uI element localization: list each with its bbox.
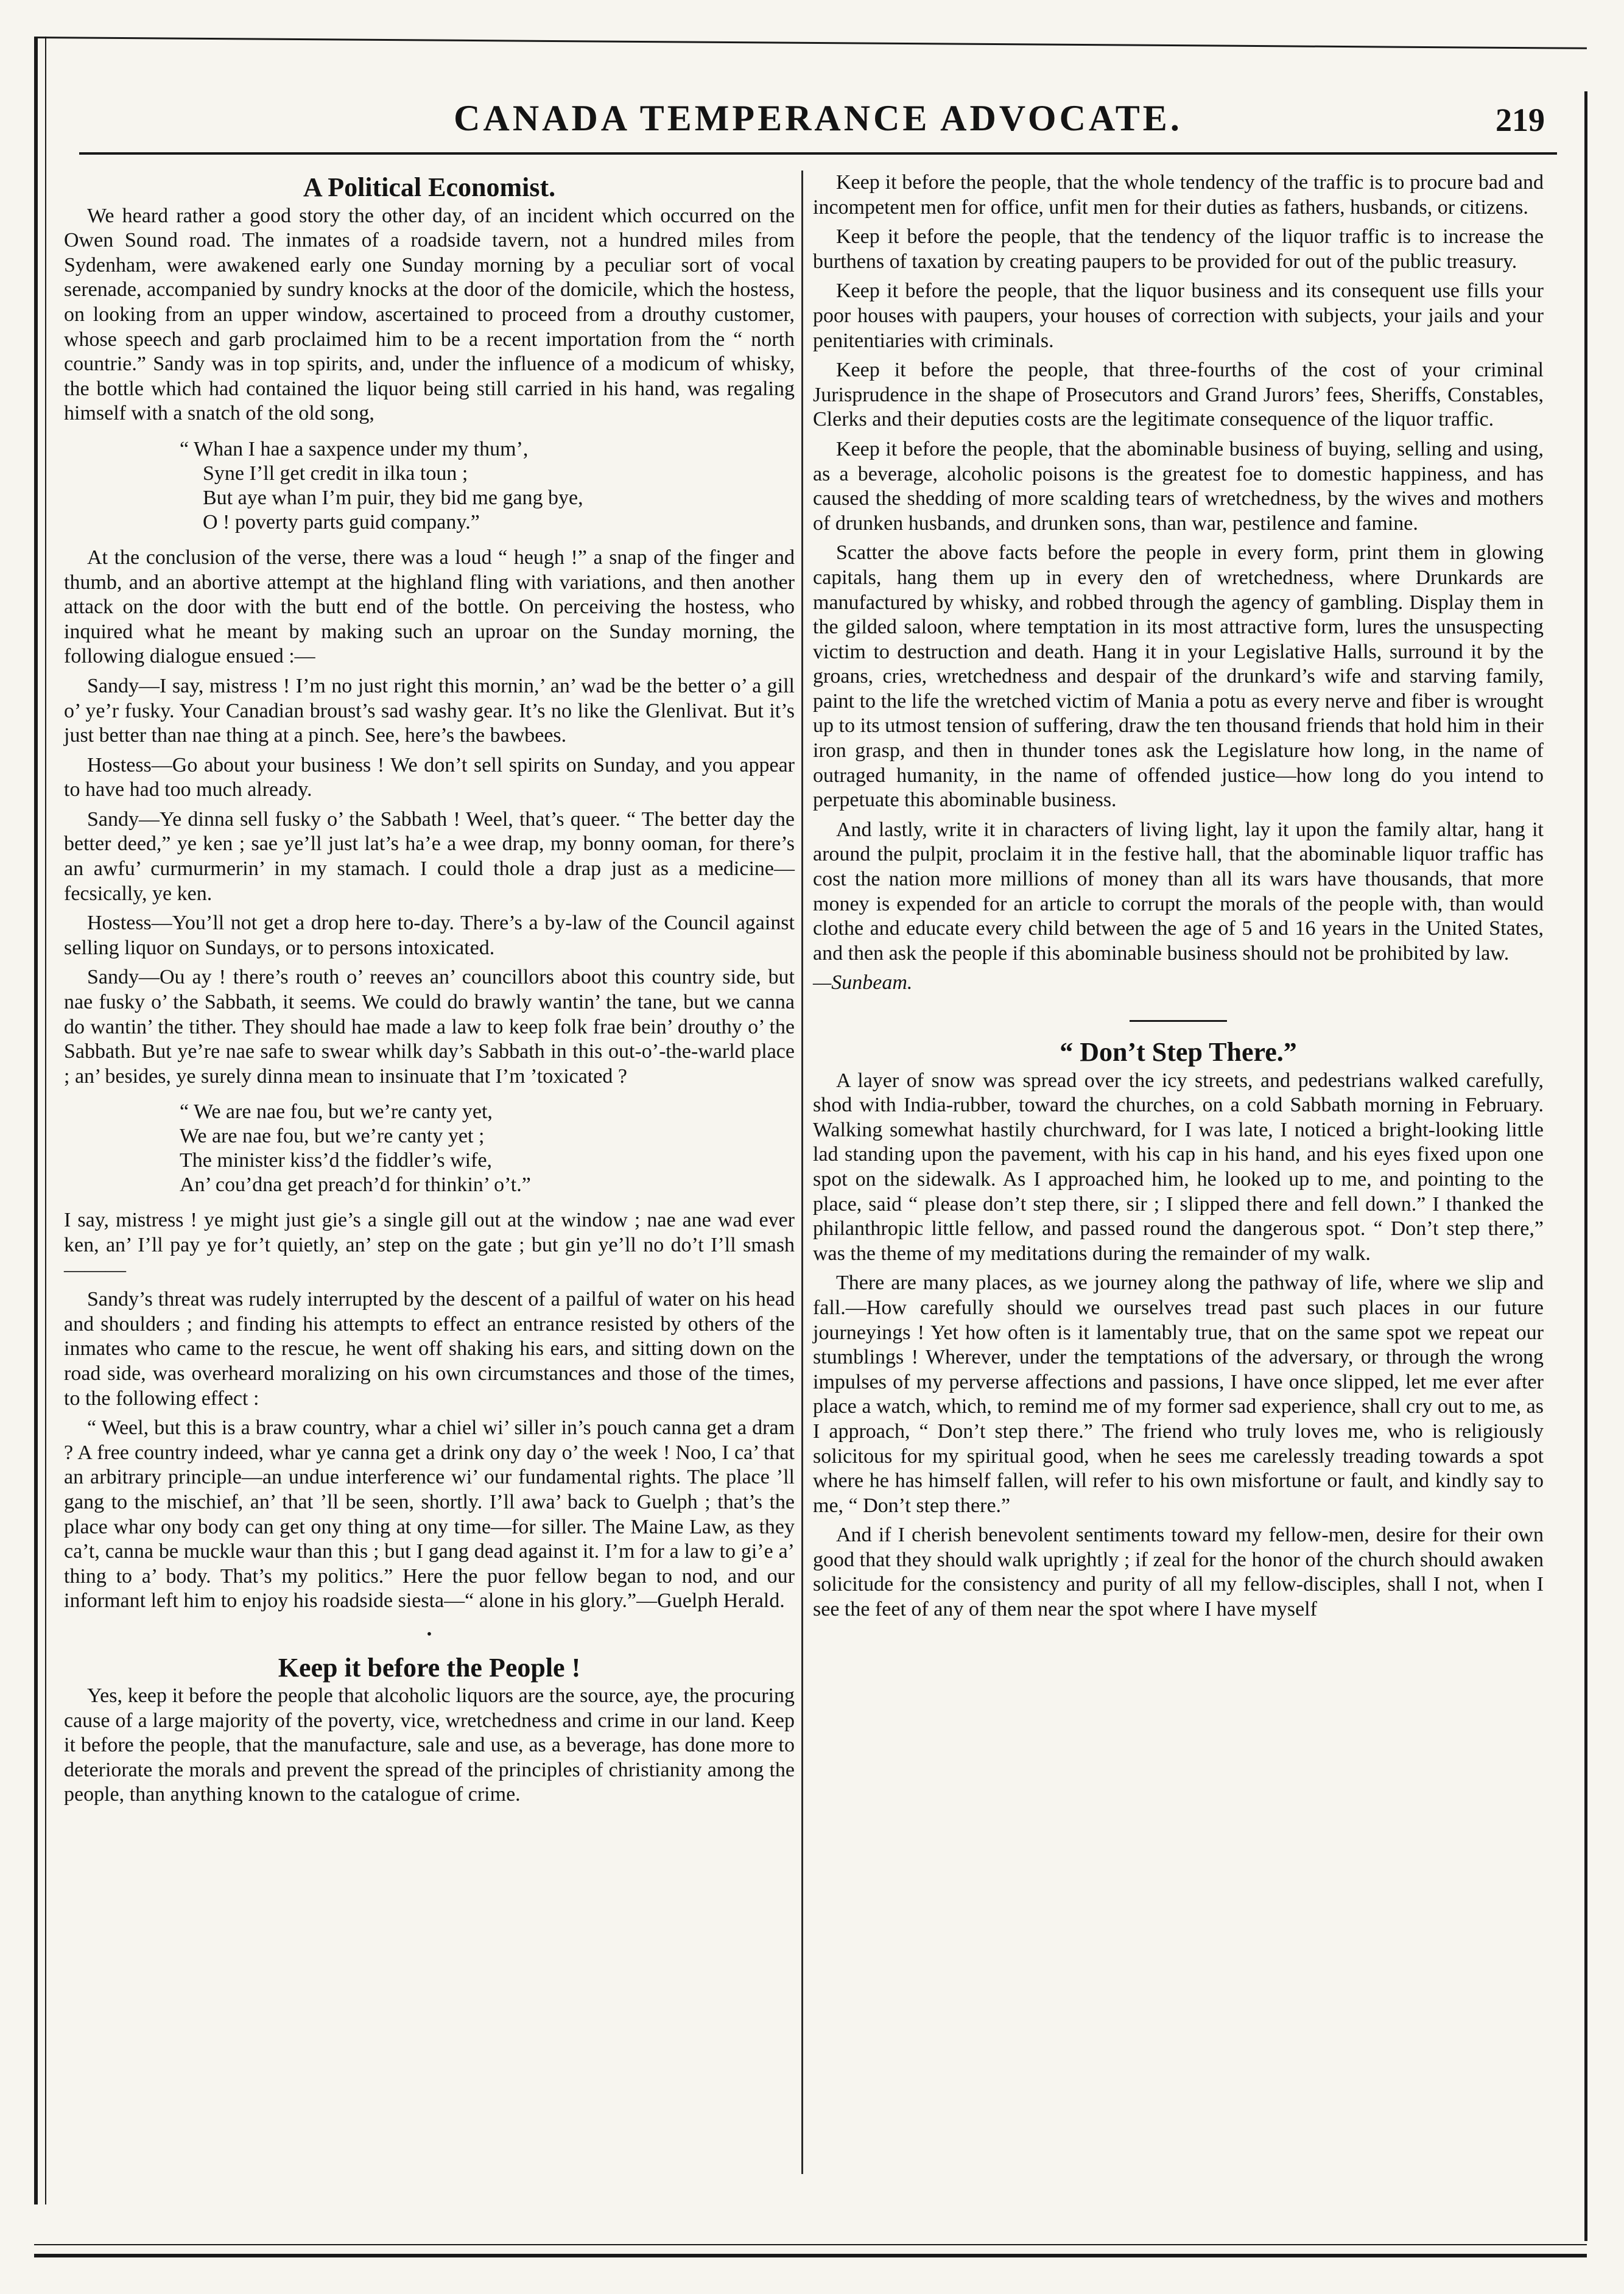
article-paragraph: Keep it before the people, that the tendency of the liquor traffic is to increase the burthens of taxation by creating paupers to be provided for out of the public treasury. <box>813 225 1544 273</box>
dialogue-paragraph: I say, mistress ! ye might just gie’s a single gill out at the window ; nae ane wad ever ken, an’ I’ll pay ye for’t quietly, an’ step on the gate ; but gin ye’ll no do’t I’ll smash——— <box>64 1209 795 1281</box>
article-title-keep-it-before-the-people: Keep it before the People ! <box>278 1652 581 1683</box>
publication-title: CANADA TEMPERANCE ADVOCATE. <box>454 98 1183 138</box>
article-signature: —Sunbeam. <box>813 971 913 994</box>
article-title-political-economist: A Political Economist. <box>303 172 556 202</box>
article-paragraph: There are many places, as we journey along the pathway of life, where we slip and fall.—How carefully should we ourselves tread past such places in our future journeyings ! Yet how often is it lamentably true, that on the same spot we repeat our stumblings ! Wherever, under the temptations of the adversary, or through the wrong impulses of my perverse affections and passions, I have once slipped, let me ever after place a watch, which, to remind me of my former sad experience, shall cry out to me, as I approach, “ Don’t step there.” The friend who truly loves me, who is religiously solicitous for my spiritual good, when he sees me carelessly treading towards a spot where he has himself fallen, will refer to his own misfortune or fault, and kindly say to me, “ Don’t step there.” <box>813 1272 1544 1517</box>
article-paragraph: At the conclusion of the verse, there was a loud “ heugh !” a snap of the finger and thumb, and an abortive attempt at the highland fling with variations, and then another attack on the door with the butt end of the bottle. On perceiving the hostess, who inquired what he meant by making such an uproar on the Sunday morning, the following dialogue ensued :— <box>64 546 795 668</box>
verse-line: Syne I’ll get credit in ilka toun ; <box>203 462 468 485</box>
verse-line: O ! poverty parts guid company.” <box>203 510 480 533</box>
column-divider <box>801 171 803 2174</box>
page-border-top <box>34 37 1587 49</box>
section-bullet: • <box>426 1626 432 1642</box>
article-paragraph: And if I cherish benevolent sentiments toward my fellow-men, desire for their own good that they should walk uprightly ; if zeal for the honor of the church should awaken solicitude for the consistency and purity of all my fellow-disciples, shall I not, when I see the feet of any of them near the spot where I have myself <box>813 1524 1544 1621</box>
article-paragraph: Keep it before the people, that the whole tendency of the traffic is to procure bad and incompetent men for office, unfit men for their duties as fathers, husbands, or citizens. <box>813 171 1544 219</box>
verse-line: “ Whan I hae a saxpence under my thum’, <box>180 437 529 460</box>
article-paragraph: And lastly, write it in characters of living light, lay it upon the family altar, hang it around the pulpit, proclaim it in the festive hall, that the abominable liquor traffic has cost the nation more millions of money than all its wars have thousands, that more money is expended for an article to corrupt the morals of the people with, than would clothe and educate every child between the age of 5 and 16 years in the United States, and then ask the people if this abominable business should not be prohibited by law. <box>813 818 1544 965</box>
dialogue-paragraph: Sandy—I say, mistress ! I’m no just right this mornin,’ an’ wad be the better o’ a gill o’ ye’r fusky. Your Canadian broust’s sad washy gear. It’s no like the Glenlivat. But it’s just better than nae thing at a pinch. See, here’s the bawbees. <box>64 674 795 747</box>
section-divider-rule <box>1130 1020 1227 1022</box>
left-column <box>64 171 795 1812</box>
page-header <box>79 97 1557 155</box>
article-paragraph: Keep it before the people, that three-fourths of the cost of your criminal Jurisprudence in the shape of Prosecutors and Grand Jurors’ fees, Sheriffs, Constables, Clerks and their deputies costs are the legitimate consequence of the liquor traffic. <box>813 359 1544 431</box>
article-paragraph: A layer of snow was spread over the icy streets, and pedestrians walked carefully, shod with India-rubber, toward the churches, on a cold Sabbath morning in February. Walking somewhat hastily churchward, for I was late, I noticed a bright-looking little lad standing upon the pavement, with his cap in his hand, and his eyes fixed upon one spot on the sidewalk. As I approached him, he looked up to me, and pointing to the place, said “ please don’t step there, sir ; I slipped there and fell down.” I thanked the philanthropic little fellow, and passed round the dangerous spot. “ Don’t step there,” was the theme of my meditations during the remainder of my walk. <box>813 1069 1544 1265</box>
dialogue-paragraph: Hostess—You’ll not get a drop here to-day. There’s a by-law of the Council against selling liquor on Sundays, or to persons intoxicated. <box>64 912 795 959</box>
article-paragraph: Scatter the above facts before the people in every form, print them in glowing capitals, hang them up in every den of wretchedness, where Drunkards are manufactured by whisky, and robbed through the agency of gambling. Display them in the gilded saloon, where temptation in its most attractive form, lures the unsuspecting victim to destruction and death. Hang it in your Legislative Halls, surround it by the groans, cries, wretchedness and despair of the drunkard’s wife and starving family, paint to the life the wretched victim of Mania a potu as every nerve and fiber is wrought up to its utmost tension of suffering, draw the ten thousand friends that hold him in their iron grasp, and then in thunder tones ask the Legislature how long, in the name of outraged humanity, in the name of offended justice—how long do you intend to perpetuate this abominable business. <box>813 541 1544 812</box>
article-paragraph: We heard rather a good story the other day, of an incident which occurred on the Owen Sound road. The inmates of a roadside tavern, not a hundred miles from Sydenham, were awakened early one Sunday morning by a peculiar sort of vocal serenade, accompanied by sundry knocks at the door of the domicile, which the hostess, on looking from an upper window, ascertained to proceed from a drouthy customer, whose speech and garb proclaimed him to be a recent importation from the “ north countrie.” Sandy was in top spirits, and, under the influence of a modicum of whisky, the bottle which had contained the liquor being still carried in his hand, was regaling himself with a snatch of the old song, <box>64 204 795 425</box>
page-border-left-inner <box>45 37 46 2204</box>
dialogue-paragraph: Sandy—Ye dinna sell fusky o’ the Sabbath ! Weel, that’s queer. “ The better day the better deed,” ye ken ; sae ye’ll just lat’s ha’e a wee drap, my bonny ooman, for there’s an awfu’ curmurmerin’ in my stamach. I could thole a drap just as a medicine—fecsically, ye ken. <box>64 807 795 905</box>
page-border-bottom-inner <box>34 2244 1587 2245</box>
article-title-dont-step-there: “ Don’t Step There.” <box>1060 1037 1297 1067</box>
verse-line: The minister kiss’d the fiddler’s wife, <box>180 1149 493 1172</box>
verse-block <box>180 1100 795 1197</box>
dialogue-paragraph: Hostess—Go about your business ! We don’t sell spirits on Sunday, and you appear to have had too much already. <box>64 753 795 801</box>
page-border-bottom <box>34 2254 1587 2257</box>
verse-line: “ We are nae fou, but we’re canty yet, <box>180 1100 493 1124</box>
verse-line: We are nae fou, but we’re canty yet ; <box>180 1125 485 1148</box>
verse-line: But aye whan I’m puir, they bid me gang bye, <box>203 486 583 509</box>
page-number: 219 <box>1496 102 1545 138</box>
article-paragraph: “ Weel, but this is a braw country, whar a chiel wi’ siller in’s pouch canna get a dram ? A free country indeed, whar ye canna get a drink ony day o’ the week ! Noo, I ca’ that an arbitrary principle—an undue interference wi’ our fundamental rights. The place ’ll gang to the mischief, an’ that ’ll be seen, shortly. I’ll awa’ back to Guelph ; that’s the place whar ony body can get ony thing at ony time—for siller. The Maine Law, as they ca’t, canna be muckle waur than this ; but I gang dead against it. I’m for a law to gi’e a’ thing to a’ body. That’s my politics.” Here the puor fellow began to nod, and our informant left him to enjoy his roadside siesta—“ alone in his glory.”—Guelph Herald. <box>64 1416 795 1613</box>
verse-block <box>180 437 795 535</box>
dialogue-paragraph: Sandy—Ou ay ! there’s routh o’ reeves an’ councillors aboot this country side, but nae fusky o’ the Sabbath, it seems. We could do brawly wantin’ the tane, but we canna do wantin’ the tither. They should hae made a law to keep folk frae bein’ drouthy o’ the Sabbath. But ye’re nae safe to swear whilk day’s Sabbath in this out-o’-the-warld place ; an’ besides, ye surely dinna mean to insinuate that I’m ’toxicated ? <box>64 966 795 1088</box>
article-paragraph: Keep it before the people, that the abominable business of buying, selling and using, as a beverage, alcoholic poisons is the greatest foe to domestic happiness, and has caused the shedding of more scalding tears of wretchedness, by the wives and mothers of drunken husbands, and drunken sons, than war, pestilence and famine. <box>813 437 1544 535</box>
right-column <box>813 171 1544 1627</box>
verse-line: An’ cou’dna get preach’d for thinkin’ o’t.” <box>180 1173 531 1197</box>
article-paragraph: Sandy’s threat was rudely interrupted by the descent of a pailful of water on his head and shoulders ; and finding his attempts to effect an entrance resisted by others of the inmates who came to the rescue, he went off shaking his ears, and sitting down on the road side, was overheard moralizing on his own circumstances and those of the times, to the following effect : <box>64 1288 795 1410</box>
article-paragraph: Yes, keep it before the people that alcoholic liquors are the source, aye, the procuring cause of a large majority of the poverty, vice, wretchedness and crime in our land. Keep it before the people, that the manufacture, sale and use, as a beverage, has done more to deteriorate the morals and prevent the spread of the principles of christianity among the people, than anything known to the catalogue of crime. <box>64 1684 795 1806</box>
page-border-left <box>34 37 38 2204</box>
article-paragraph: Keep it before the people, that the liquor business and its consequent use fills your poor houses with paupers, your houses of correction with subjects, your jails and your penitentiaries with criminals. <box>813 280 1544 352</box>
page-border-right <box>1584 91 1587 2241</box>
